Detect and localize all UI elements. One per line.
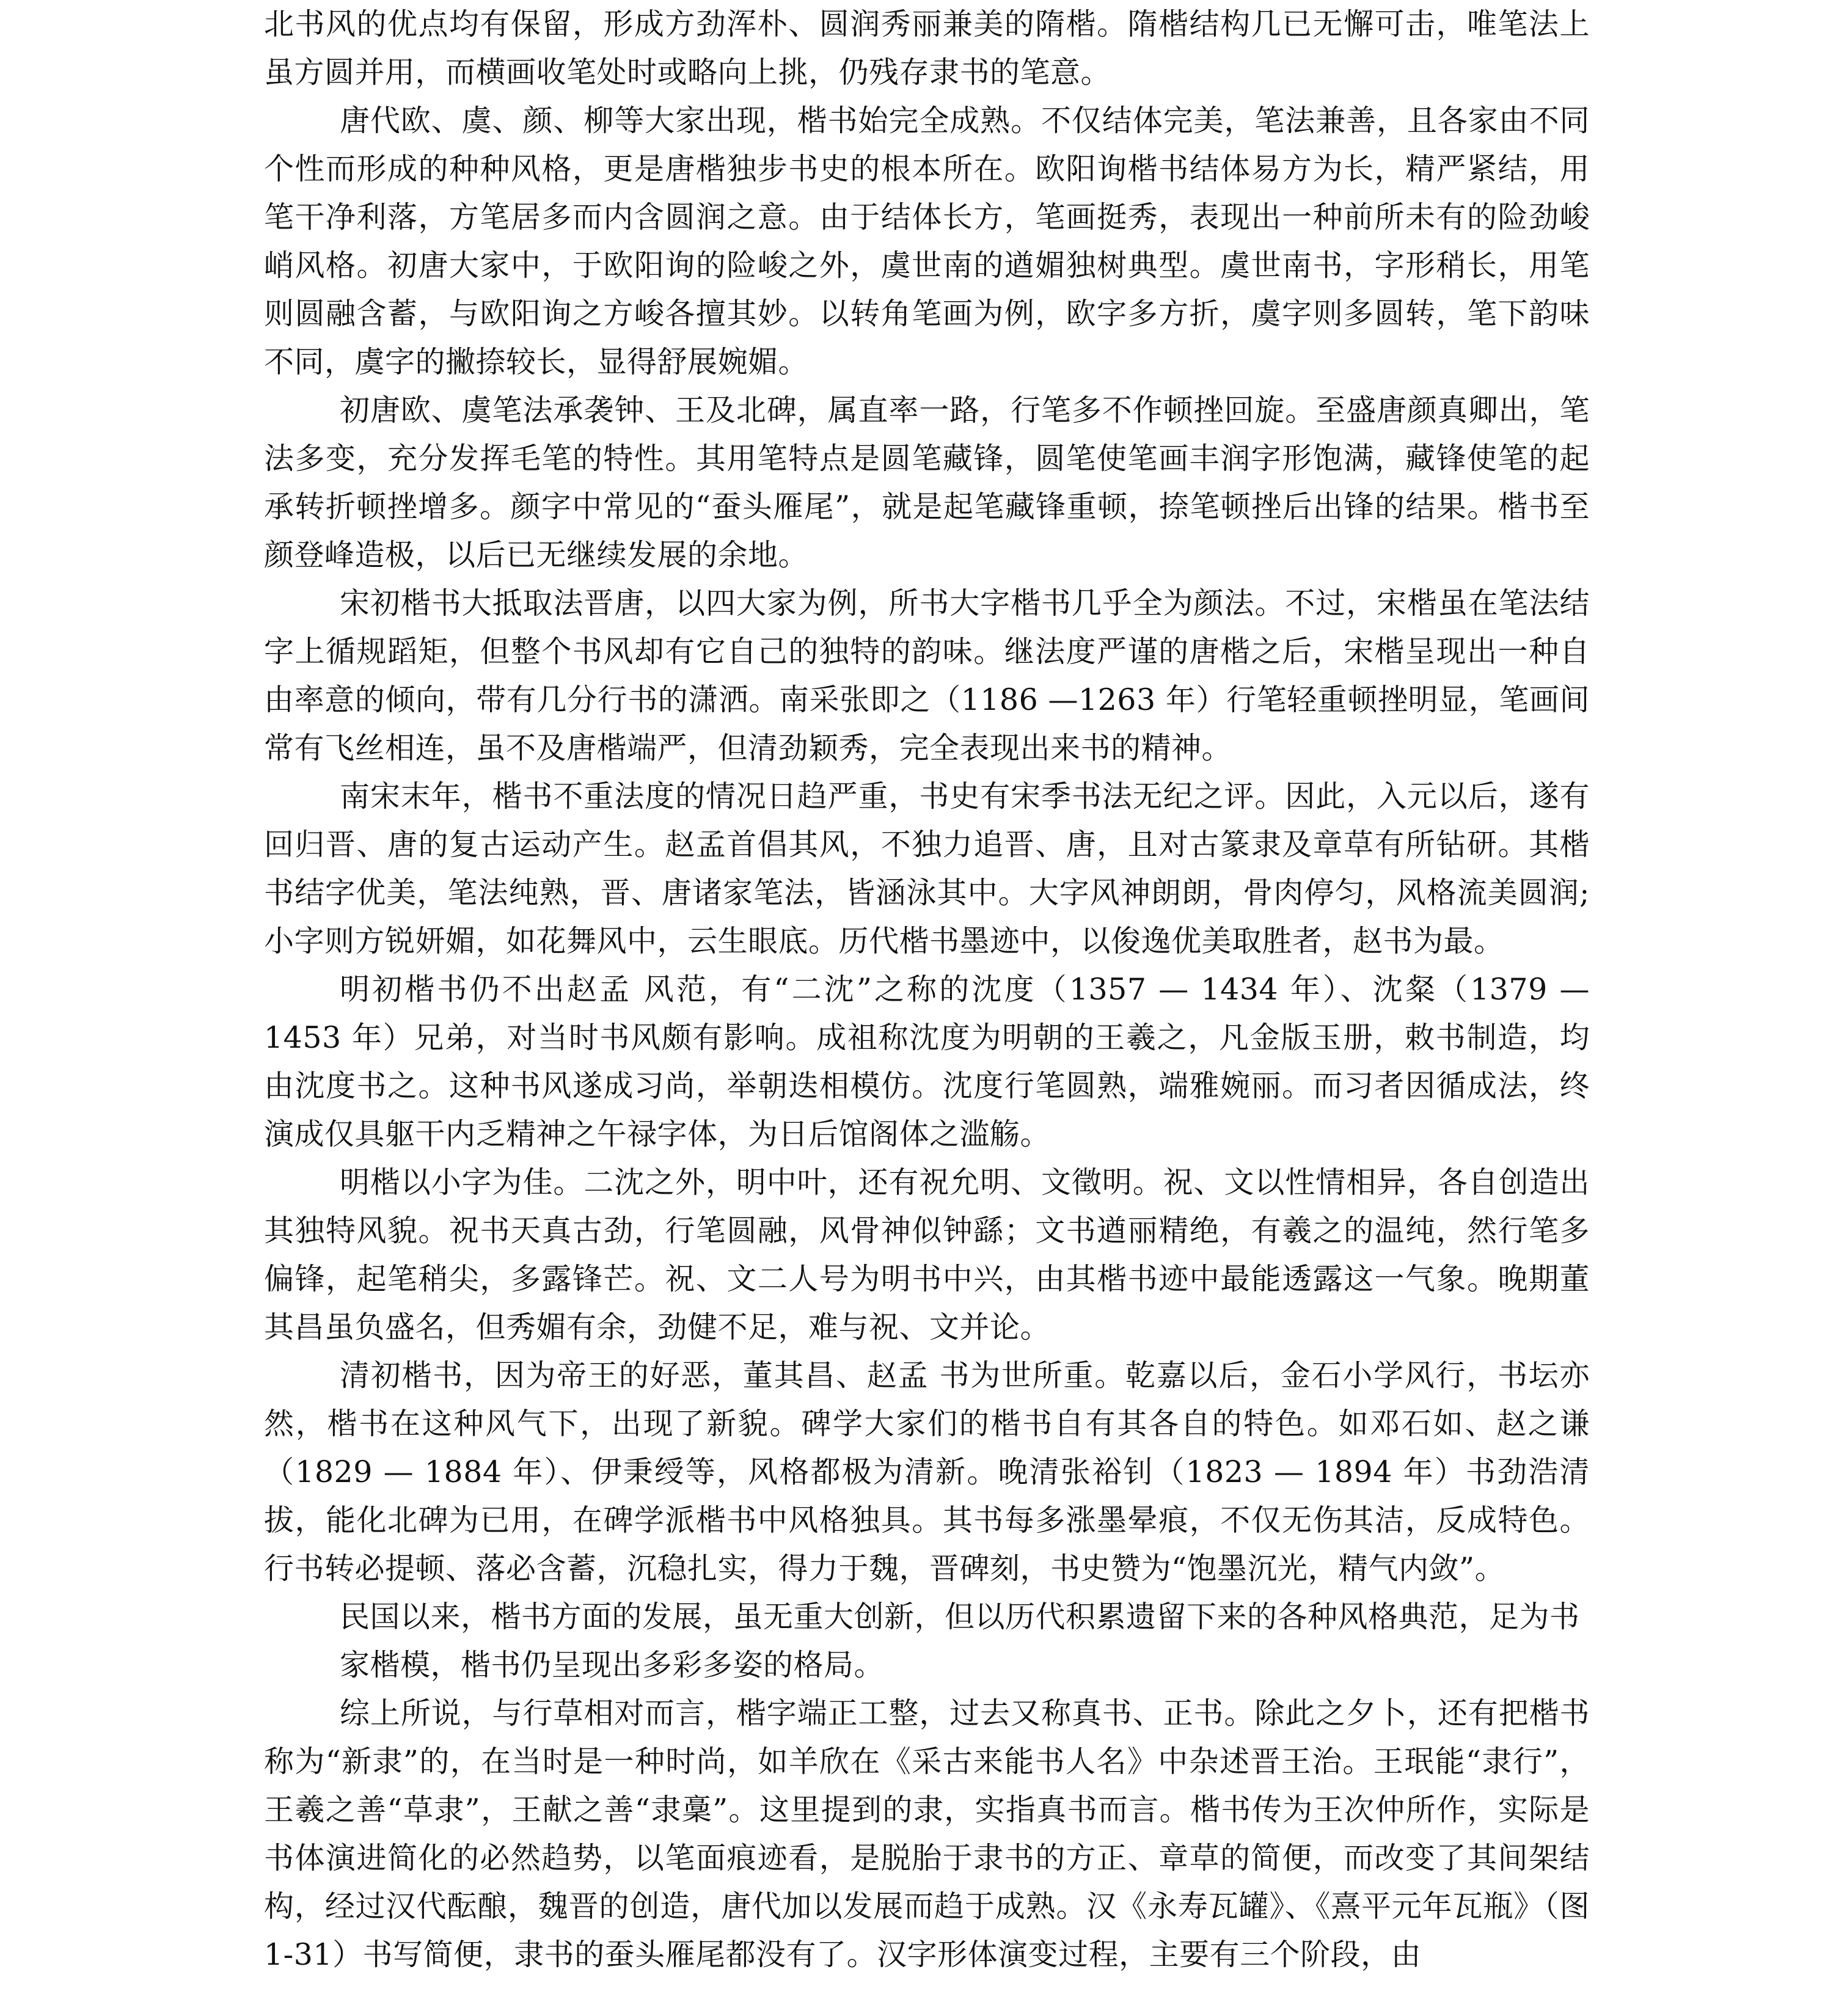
- paragraph: 南宋末年，楷书不重法度的情况日趋严重，书史有宋季书法无纪之评。因此，入元以后，遂有回归晋、唐的复古运动产生。赵孟首倡其风，不独力追晋、唐，且对古篆隶及章草有所钻研。其楷书结字优美，笔法纯熟，晋、唐诸家笔法，皆涵泳其中。大字风神朗朗，骨肉停匀，风格流美圆润;小字则方锐妍媚，如花舞风中，云生眼底。历代楷书墨迹中，以俊逸优美取胜者，赵书为最。: [264, 779, 1590, 959]
- paragraph: 清初楷书，因为帝王的好恶，董其昌、赵孟 书为世所重。乾嘉以后，金石小学风行，书坛亦然，楷书在这种风气下，出现了新貌。碑学大家们的楷书自有其各自的特色。如邓石如、赵之谦（1829 — 1884 年）、伊秉绶等，风格都极为清新。晚清张裕钊（1823 — 1894 年）书劲浩清拔，能化北碑为已用，在碑学派楷书中风格独具。其书每多涨墨晕痕，不仅无伤其洁，反成特色。行书转必提顿、落必含蓄，沉稳扎实，得力于魏，晋碑刻，书史赞为“饱墨沉光，精气内敛”。: [264, 1358, 1590, 1586]
- paragraph: 明楷以小字为佳。二沈之外，明中叶，还有祝允明、文徵明。祝、文以性情相异，各自创造出其独特风貌。祝书天真古劲，行笔圆融，风骨神似钟繇；文书遒丽精绝，有羲之的温纯，然行笔多偏锋，起笔稍尖，多露锋芒。祝、文二人号为明书中兴，由其楷书迹中最能透露这一气象。晚期董其昌虽负盛名，但秀媚有余，劲健不足，难与祝、文并论。: [264, 1165, 1590, 1345]
- paragraph: 民国以来，楷书方面的发展，虽无重大创新，但以历代积累遗留下来的各种风格典范，足为书: [340, 1599, 1580, 1634]
- paragraph: 宋初楷书大抵取法晋唐，以四大家为例，所书大字楷书几乎全为颜法。不过，宋楷虽在笔法结字上循规蹈矩，但整个书风却有它自己的独特的韵味。继法度严谨的唐楷之后，宋楷呈现出一种自由率意的倾向，带有几分行书的潇洒。南采张即之（1186 —1263 年）行笔轻重顿挫明显，笔画间常有飞丝相连，虽不及唐楷端严，但清劲颖秀，完全表现出来书的精神。: [264, 586, 1590, 765]
- paragraph: 综上所说，与行草相对而言，楷字端正工整，过去又称真书、正书。除此之夕卜，还有把楷书称为“新隶”的，在当时是一种时尚，如羊欣在《采古来能书人名》中杂述晋王治。王珉能“隶行”，王羲之善“草隶”，王献之善“隶稾”。这里提到的隶，实指真书而言。楷书传为王次仲所作，实际是书体演进简化的必然趋势，以笔面痕迹看，是脱胎于隶书的方正、章草的简便，而改变了其间架结构，经过汉代酝酿，魏晋的创造，唐代加以发展而趋于成熟。汉《永寿瓦罐》、《熹平元年瓦瓶》（图 1-31）书写简便，隶书的蚕头雁尾都没有了。汉字形体演变过程，主要有三个阶段，由: [264, 1696, 1590, 1972]
- paragraph: 家楷模，楷书仍呈现出多彩多姿的格局。: [340, 1648, 885, 1682]
- paragraph: 明初楷书仍不出赵孟 风范，有“二沈”之称的沈度（1357 — 1434 年）、沈粲（1379 — 1453 年）兄弟，对当时书风颇有影响。成祖称沈度为明朝的王羲之，凡金版玉册，敕书制造，均由沈度书之。这种书风遂成习尚，举朝迭相模仿。沈度行笔圆熟，端雅婉丽。而习者因循成法，终演成仅具躯干内乏精神之午禄字体，为日后馆阁体之滥觞。: [264, 972, 1590, 1152]
- paragraph: 北书风的优点均有保留，形成方劲浑朴、圆润秀丽兼美的隋楷。隋楷结构几已无懈可击，唯笔法上虽方圆并用，而横画收笔处时或略向上挑，仍残存隶书的笔意。: [264, 7, 1590, 90]
- paragraph: 唐代欧、虞、颜、柳等大家出现，楷书始完全成熟。不仅结体完美，笔法兼善，且各家由不同个性而形成的种种风格，更是唐楷独步书史的根本所在。欧阳询楷书结体易方为长，精严紧结，用笔干净利落，方笔居多而内含圆润之意。由于结体长方，笔画挺秀，表现出一种前所未有的险劲峻峭风格。初唐大家中，于欧阳询的险峻之外，虞世南的遒媚独树典型。虞世南书，字形稍长，用笔则圆融含蓄，与欧阳询之方峻各擅其妙。以转角笔画为例，欧字多方折，虞字则多圆转，笔下韵味不同，虞字的撇捺较长，显得舒展婉媚。: [264, 103, 1590, 379]
- body-text: [264, 0, 1590, 1979]
- paragraph: 初唐欧、虞笔法承袭钟、王及北碑，属直率一路，行笔多不作顿挫回旋。至盛唐颜真卿出，笔法多变，充分发挥毛笔的特性。其用笔特点是圆笔藏锋，圆笔使笔画丰润字形饱满，藏锋使笔的起承转折顿挫增多。颜字中常见的“蚕头雁尾”，就是起笔藏锋重顿，捺笔顿挫后出锋的结果。楷书至颜登峰造极，以后已无继续发展的余地。: [264, 393, 1590, 572]
